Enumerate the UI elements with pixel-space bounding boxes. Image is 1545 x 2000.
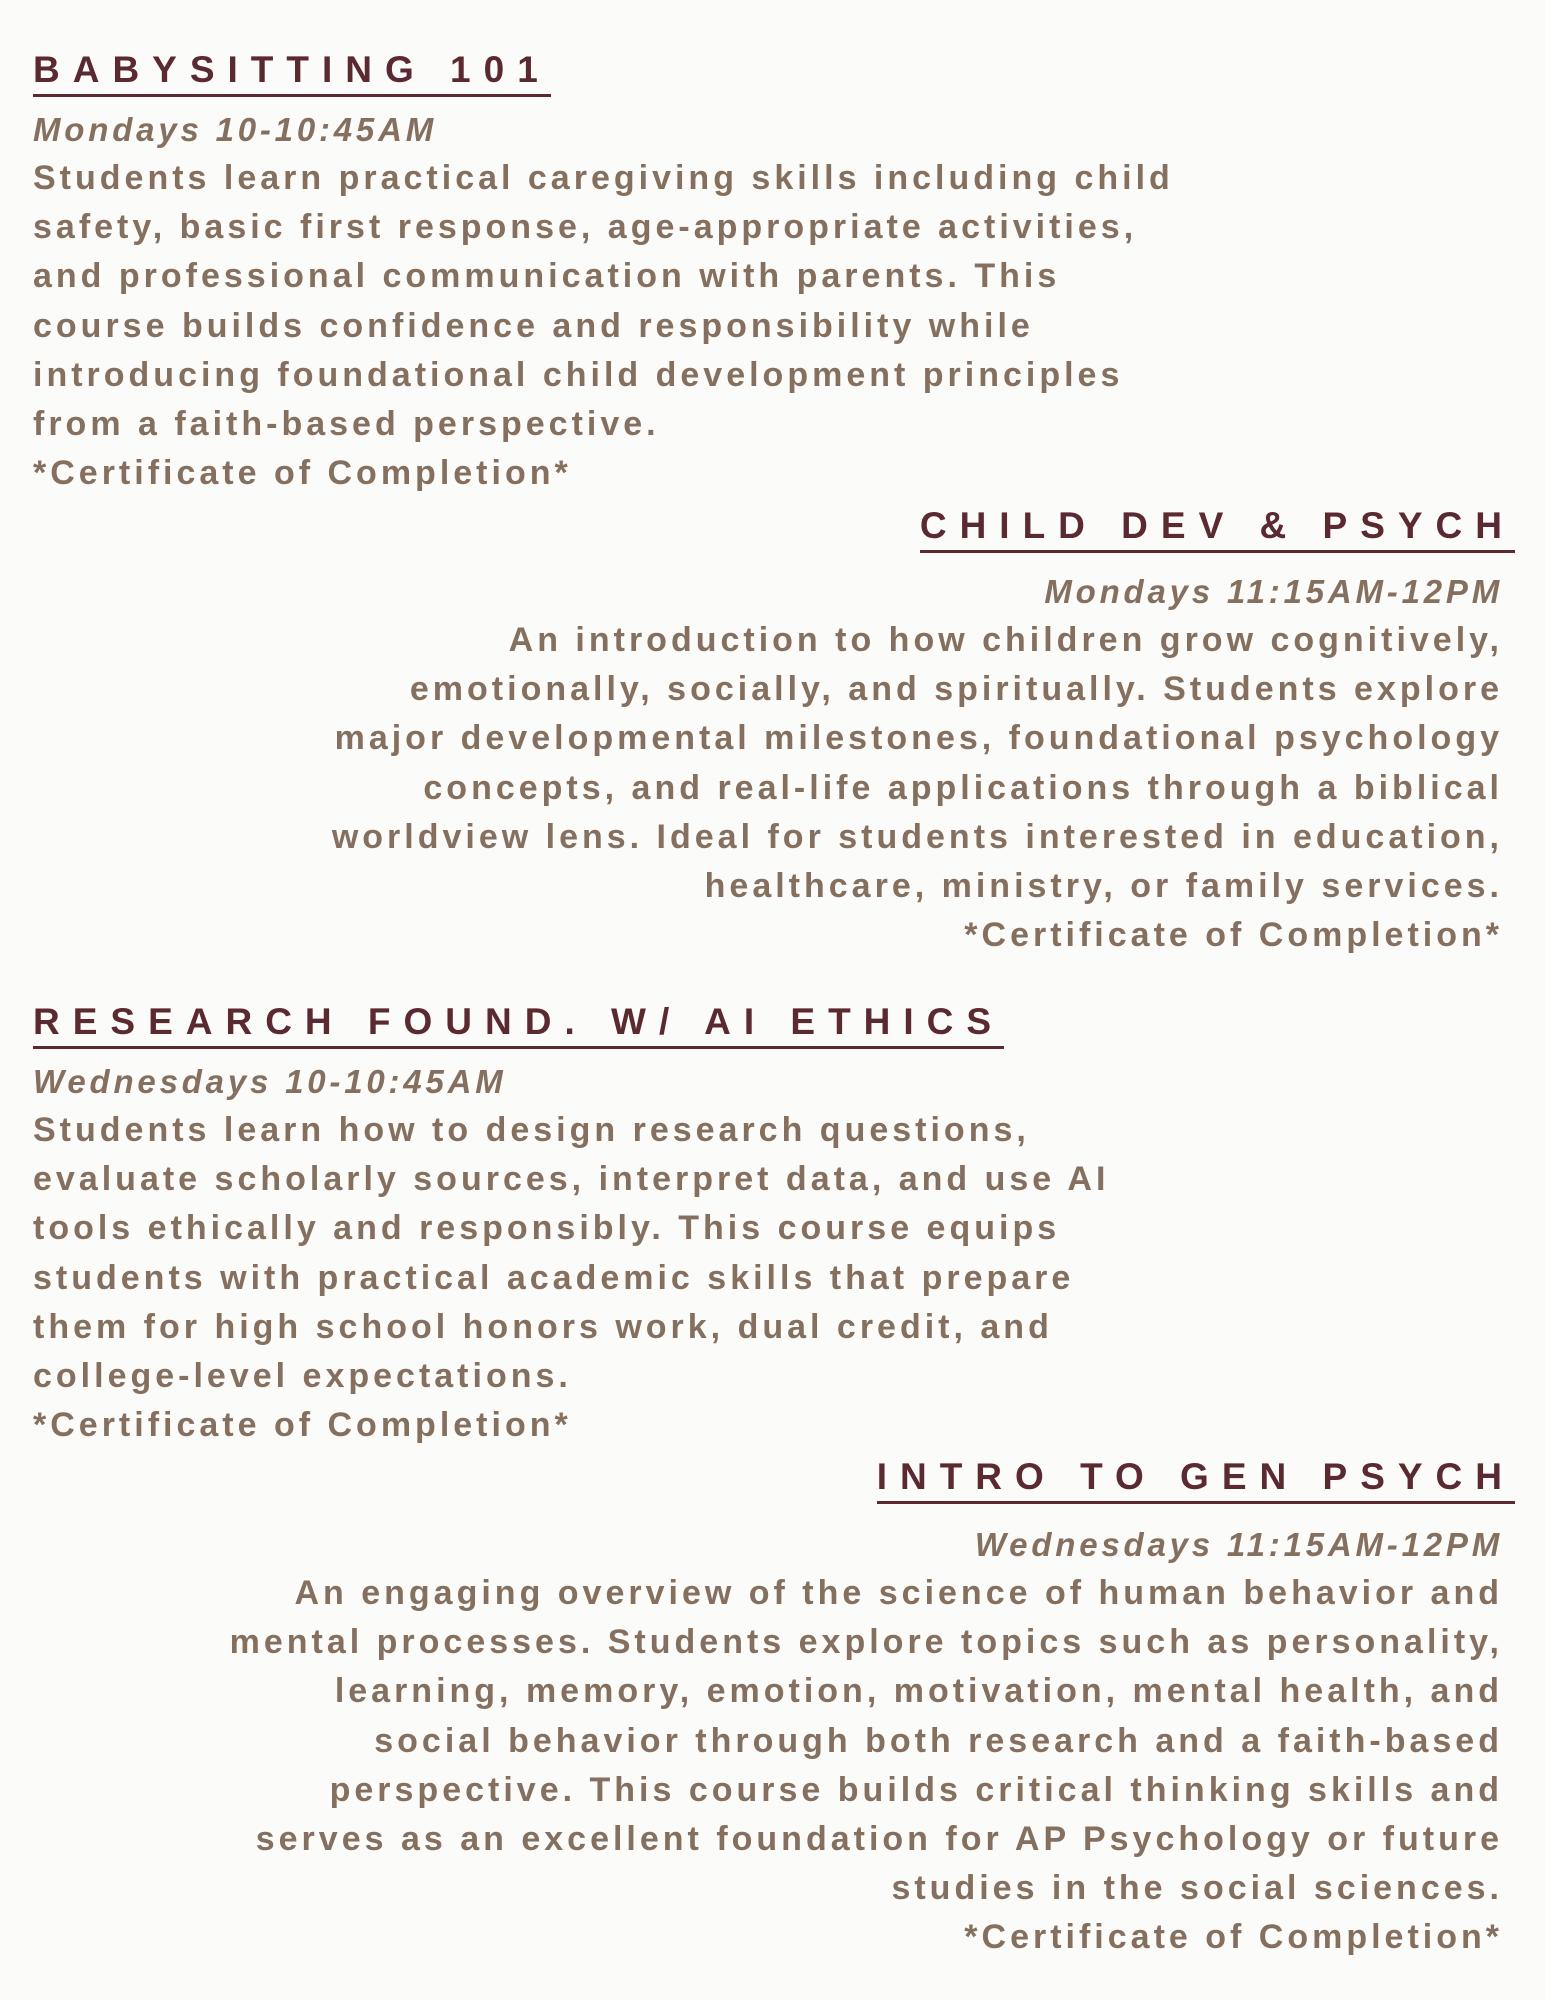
description-line: worldview lens. Ideal for students interested in education,: [331, 817, 1503, 856]
description-line: concepts, and real-life applications through a biblical: [423, 768, 1503, 807]
description-line: course builds confidence and responsibility while: [33, 306, 1034, 345]
description-line: introducing foundational child development principles: [33, 355, 1124, 394]
certificate-note: *Certificate of Completion*: [33, 454, 572, 493]
course-schedule: Wednesdays 10-10:45AM: [33, 1063, 507, 1100]
course-babysitting-101: [33, 48, 1433, 498]
course-title: BABYSITTING 101: [33, 48, 551, 97]
description-line: from a faith-based perspective.: [33, 405, 660, 444]
course-description: [33, 154, 1433, 449]
certificate-note: *Certificate of Completion*: [33, 1406, 572, 1445]
description-line: perspective. This course builds critical thinking skills and: [329, 1770, 1503, 1809]
course-schedule: Mondays 10-10:45AM: [33, 111, 438, 148]
description-line: tools ethically and responsibly. This course equips: [33, 1209, 1061, 1248]
description-line: major developmental milestones, foundational psychology: [334, 719, 1503, 758]
course-schedule: Mondays 11:15AM-12PM: [1044, 573, 1503, 610]
course-title: INTRO TO GEN PSYCH: [877, 1455, 1515, 1504]
course-schedule: Wednesdays 11:15AM-12PM: [974, 1526, 1503, 1563]
course-description: [33, 1106, 1433, 1401]
description-line: An introduction to how children grow cognitively,: [508, 621, 1503, 659]
certificate-note: *Certificate of Completion*: [964, 1918, 1503, 1957]
course-title: CHILD DEV & PSYCH: [920, 504, 1515, 553]
description-line: them for high school honors work, dual credit, and: [33, 1307, 1053, 1346]
description-line: emotionally, socially, and spiritually. Students explore: [409, 670, 1503, 709]
description-line: healthcare, ministry, or family services.: [704, 867, 1503, 906]
description-line: students with practical academic skills that prepare: [33, 1258, 1075, 1297]
description-line: and professional communication with parents. This: [33, 257, 1061, 296]
course-description: [23, 1569, 1503, 1913]
description-line: safety, basic first response, age-appropriate activities,: [33, 208, 1138, 247]
description-line: Students learn practical caregiving skills including child: [33, 159, 1174, 197]
description-line: studies in the social sciences.: [891, 1869, 1503, 1908]
description-line: evaluate scholarly sources, interpret data, and use AI: [33, 1160, 1110, 1199]
course-intro-gen-psych: [23, 1455, 1515, 1962]
description-line: Students learn how to design research questions,: [33, 1111, 1030, 1149]
course-child-dev-psych: [23, 504, 1515, 960]
description-line: college-level expectations.: [33, 1357, 572, 1396]
description-line: An engaging overview of the science of human behavior and: [294, 1574, 1503, 1612]
course-description: [23, 616, 1503, 911]
description-line: mental processes. Students explore topics such as personality,: [229, 1623, 1503, 1662]
description-line: serves as an excellent foundation for AP Psychology or future: [255, 1820, 1503, 1859]
course-research-found-ai-ethics: [33, 1000, 1433, 1450]
description-line: social behavior through both research and a faith-based: [374, 1721, 1503, 1760]
description-line: learning, memory, emotion, motivation, mental health, and: [334, 1672, 1503, 1711]
certificate-note: *Certificate of Completion*: [964, 916, 1503, 955]
course-title: RESEARCH FOUND. W/ AI ETHICS: [33, 1000, 1004, 1049]
